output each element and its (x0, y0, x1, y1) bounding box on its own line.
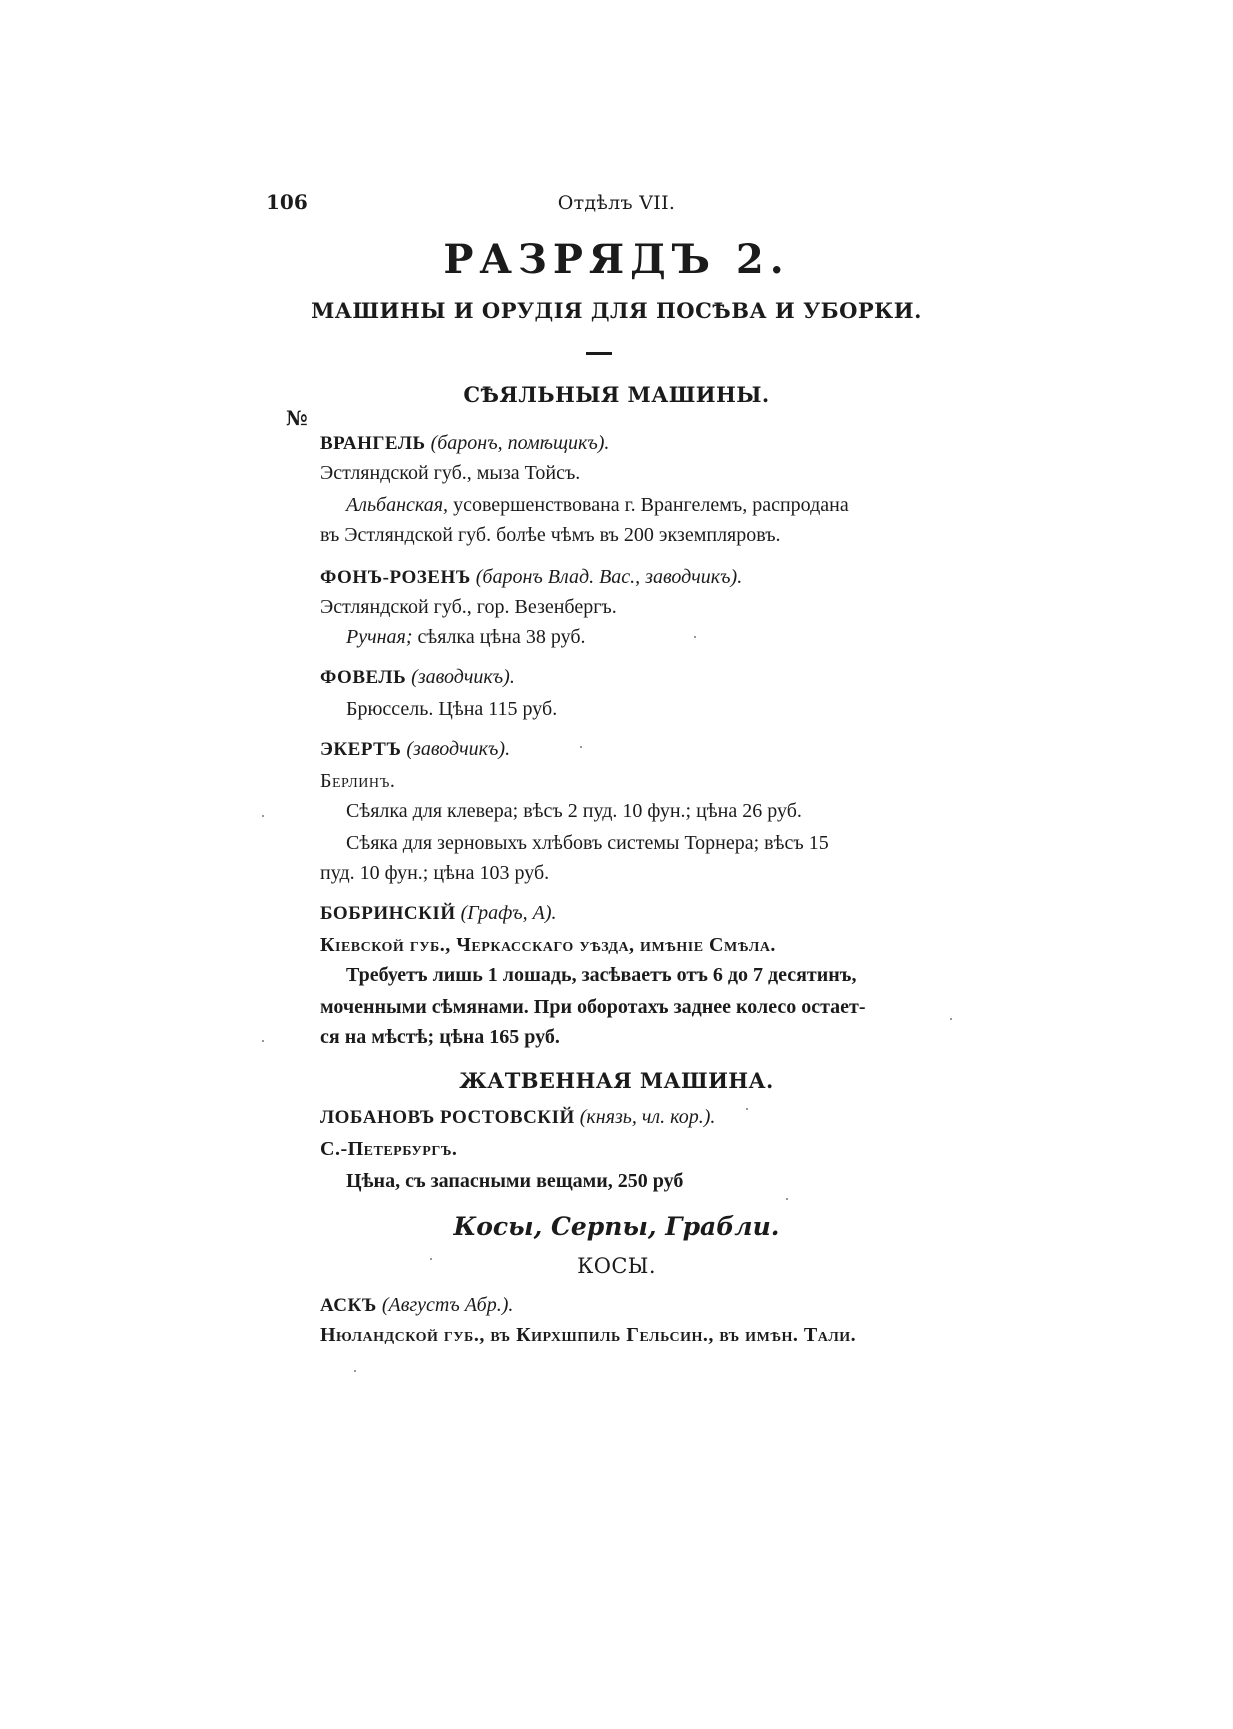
entry-wrangel-desc-italic: Альбанская, (346, 494, 449, 516)
entry-wrangel-name: ВРАНГЕЛЬ (320, 433, 426, 454)
entry-lobanov-desc1: Цѣна, съ запасными вещами, 250 руб (346, 1170, 684, 1192)
entry-ekert-desc3: пуд. 10 фун.; цѣна 103 руб. (320, 862, 550, 884)
scan-speck (694, 636, 696, 638)
entry-ask-header (320, 1294, 513, 1317)
entry-fowel-title: (заводчикъ). (411, 666, 515, 688)
entry-wrangel-place: Эстляндской губ., мыза Тойсъ. (320, 462, 581, 484)
entry-rosen-title: (баронъ Влад. Вас., заводчикъ). (475, 566, 743, 588)
scan-speck (580, 746, 582, 748)
entry-bobrinsky-title: (Графъ, А). (460, 902, 557, 924)
page-number: 106 (266, 190, 308, 214)
entry-bobrinsky-desc1: Требуетъ лишь 1 лошадь, засѣваетъ отъ 6 до 7 десятинъ, (346, 964, 857, 986)
section-heading-scythes: КОСЫ. (577, 1254, 656, 1278)
scan-speck (786, 1198, 788, 1200)
entry-lobanov-place: С.-Петербургъ. (320, 1138, 458, 1160)
scan-speck (746, 1108, 748, 1110)
entry-rosen-desc (346, 626, 586, 649)
entry-ekert-place: Берлинъ. (320, 770, 396, 792)
entry-wrangel-desc-rest: усовершенствована г. Врангелемъ, распродана (453, 494, 849, 516)
scan-speck (262, 815, 264, 817)
numero-sign: № (286, 406, 308, 430)
entry-rosen-header (320, 566, 742, 589)
entry-ekert-header (320, 738, 510, 761)
entry-bobrinsky-desc3: ся на мѣстѣ; цѣна 165 руб. (320, 1026, 560, 1048)
entry-bobrinsky-name: БОБРИНСКІЙ (320, 903, 456, 924)
entry-wrangel-desc-line2: въ Эстляндской губ. болѣе чѣмъ въ 200 экземпляровъ. (320, 524, 781, 546)
entry-lobanov-header (320, 1106, 715, 1129)
running-title: Отдѣлъ VII. (557, 192, 676, 214)
entry-bobrinsky-desc2: моченными сѣмянами. При оборотахъ заднее колесо остает- (320, 996, 866, 1018)
entry-wrangel-desc (346, 494, 849, 517)
entry-ekert-name: ЭКЕРТЪ (320, 739, 402, 760)
title-rule (586, 352, 612, 355)
entry-ask-name: АСКЪ (320, 1295, 377, 1316)
entry-bobrinsky-place: Кіевской губ., Черкасскаго уѣзда, имѣніе Смѣла. (320, 934, 776, 956)
entry-wrangel-header (320, 432, 609, 455)
section-heading-tools: Косы, Серпы, Грабли. (453, 1212, 780, 1241)
entry-fowel-name: ФОВЕЛЬ (320, 667, 407, 688)
entry-lobanov-title: (князь, чл. кор.). (579, 1106, 716, 1128)
scan-speck (354, 1370, 356, 1372)
scan-speck (430, 1258, 432, 1260)
category-subtitle: МАШИНЫ И ОРУДІЯ ДЛЯ ПОСѢВА И УБОРКИ. (311, 298, 922, 323)
entry-ask-title: (Августъ Абр.). (381, 1294, 514, 1316)
entry-rosen-desc-rest: сѣялка цѣна 38 руб. (417, 626, 586, 648)
entry-rosen-name: ФОНЪ-РОЗЕНЪ (320, 567, 471, 588)
entry-fowel-header (320, 666, 515, 689)
entry-ekert-desc1: Сѣялка для клевера; вѣсъ 2 пуд. 10 фун.; цѣна 26 руб. (346, 800, 802, 822)
scan-speck (950, 1018, 952, 1020)
entry-bobrinsky-header (320, 902, 557, 925)
entry-lobanov-name: ЛОБАНОВЪ РОСТОВСКІЙ (320, 1107, 575, 1128)
section-heading-reaper: ЖАТВЕННАЯ МАШИНА. (459, 1068, 774, 1093)
entry-rosen-place: Эстляндской губ., гор. Везенбергъ. (320, 596, 617, 618)
category-title: РАЗРЯДЪ 2. (443, 236, 790, 283)
entry-ekert-desc2: Сѣяка для зерновыхъ хлѣбовъ системы Торнера; вѣсъ 15 (346, 832, 829, 854)
entry-fowel-place: Брюссель. Цѣна 115 руб. (346, 698, 558, 720)
entry-ekert-title: (заводчикъ). (406, 738, 511, 760)
section-heading-seeders: СѢЯЛЬНЫЯ МАШИНЫ. (463, 382, 770, 407)
scan-speck (262, 1040, 264, 1042)
entry-wrangel-title: (баронъ, помѣщикъ). (430, 432, 610, 454)
entry-ask-place: Нюландской губ., въ Кирхшпиль Гельсин., въ имѣн. Тали. (320, 1324, 857, 1346)
entry-rosen-desc-italic: Ручная; (346, 626, 413, 648)
